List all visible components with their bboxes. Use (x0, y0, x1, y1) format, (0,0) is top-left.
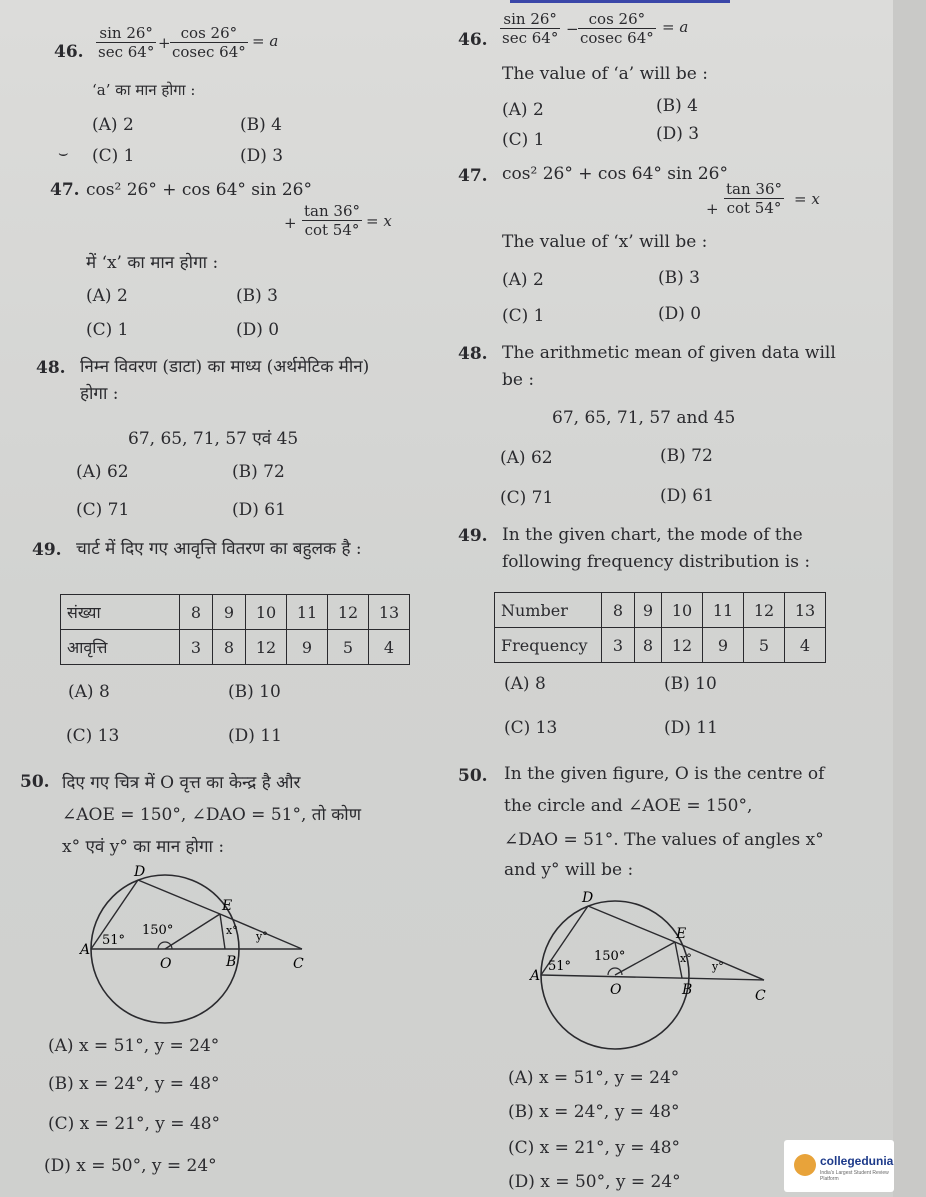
label-angle-51: 51° (548, 959, 572, 974)
label-a: A (80, 942, 91, 958)
table-cell: 12 (744, 593, 785, 628)
q47-hi-frac: $\frac{\tan 36^\circ}{\cot 54^\circ}$ (304, 202, 360, 239)
q46-hi-option-b[interactable]: (B) 4 (240, 115, 282, 135)
q47-en-option-c[interactable]: (C) 1 (502, 306, 545, 326)
q50-hi-option-c[interactable]: (C) x = 21°, y = 48° (48, 1114, 221, 1134)
q46-en-option-b[interactable]: (B) 4 (656, 96, 698, 116)
logo-name: collegedunia (820, 1154, 894, 1168)
top-edge-line (510, 0, 730, 3)
q48-en-text: The arithmetic mean of given data will be : (502, 343, 836, 391)
label-angle-150: 150° (142, 923, 174, 938)
table-cell: 11 (287, 595, 328, 630)
q48-en-option-a[interactable]: (A) 62 (500, 448, 553, 468)
q47-hi-option-d[interactable]: (D) 0 (236, 320, 280, 340)
q50-hi-line2: ∠AOE = 150°, ∠DAO = 51°, तो कोण (62, 805, 362, 825)
q48-hi-option-d[interactable]: (D) 61 (232, 500, 286, 520)
q50-en-option-a[interactable]: (A) x = 51°, y = 24° (508, 1068, 680, 1088)
q49-en-option-c[interactable]: (C) 13 (504, 718, 558, 738)
q50-hi-option-a[interactable]: (A) x = 51°, y = 24° (48, 1036, 220, 1056)
q49-en-option-d[interactable]: (D) 11 (664, 718, 718, 738)
q46-hi-frac1: sin 26° sec 64° (98, 24, 155, 61)
table-cell: 9 (213, 595, 246, 630)
line-de (138, 880, 220, 914)
table-cell: 3 (180, 630, 213, 665)
q46-hi-eq: = a (252, 32, 279, 50)
q49-en-option-b[interactable]: (B) 10 (664, 674, 717, 694)
table-cell: 12 (246, 630, 287, 665)
q50-en-line2: the circle and ∠AOE = 150°, (504, 796, 753, 816)
table-cell: 8 (602, 593, 635, 628)
label-b: B (226, 954, 237, 970)
q46-hi-plus: + (158, 34, 171, 52)
table-cell: 4 (369, 630, 410, 665)
label-e: E (676, 926, 687, 942)
q46-en-option-d[interactable]: (D) 3 (656, 124, 700, 144)
table-cell: 9 (287, 630, 328, 665)
table-cell: 8 (180, 595, 213, 630)
q47-hi-option-b[interactable]: (B) 3 (236, 286, 278, 306)
table-cell: 13 (785, 593, 826, 628)
q48-en-option-d[interactable]: (D) 61 (660, 486, 714, 506)
label-angle-51: 51° (102, 933, 126, 948)
label-y: y° (712, 960, 724, 973)
q49-en-row2-label: Frequency (495, 628, 602, 663)
q46-hi-option-d[interactable]: (D) 3 (240, 146, 284, 166)
table-cell: 13 (369, 595, 410, 630)
table-cell: 8 (635, 628, 662, 663)
q48-en-number: 48. (458, 344, 488, 364)
table-cell: 4 (785, 628, 826, 663)
q47-en-option-b[interactable]: (B) 3 (658, 268, 700, 288)
tick-mark-icon: ⌣ (58, 143, 69, 162)
label-e: E (222, 898, 233, 914)
q46-en-option-a[interactable]: (A) 2 (502, 100, 544, 120)
label-x: x° (226, 924, 238, 937)
q50-hi-line1: दिए गए चित्र में O वृत्त का केन्द्र है और (62, 773, 301, 793)
q48-en-option-c[interactable]: (C) 71 (500, 488, 554, 508)
logo-tagline: India's Largest Student Review Platform (820, 1170, 889, 1182)
q49-en-row1-label: Number (495, 593, 602, 628)
table-cell: 9 (703, 628, 744, 663)
q48-hi-option-a[interactable]: (A) 62 (76, 462, 129, 482)
line-de (588, 906, 675, 942)
q49-hi-option-b[interactable]: (B) 10 (228, 682, 281, 702)
line-eb (220, 914, 225, 949)
q50-en-number: 50. (458, 766, 488, 786)
q49-hi-option-a[interactable]: (A) 8 (68, 682, 110, 702)
table-cell: 8 (213, 630, 246, 665)
q48-hi-option-c[interactable]: (C) 71 (76, 500, 130, 520)
q50-en-line3: ∠DAO = 51°. The values of angles x° (504, 830, 824, 850)
collegedunia-logo[interactable] (784, 1140, 894, 1192)
q47-en-option-a[interactable]: (A) 2 (502, 270, 544, 290)
q49-en-number: 49. (458, 526, 488, 546)
q47-en-number: 47. (458, 166, 488, 186)
q50-en-option-c[interactable]: (C) x = 21°, y = 48° (508, 1138, 681, 1158)
q48-en-option-b[interactable]: (B) 72 (660, 446, 713, 466)
logo-icon (794, 1154, 816, 1176)
label-c: C (755, 988, 766, 1004)
q49-hi-row1-label: संख्या (61, 595, 180, 630)
label-d: D (134, 864, 146, 880)
q47-hi-number: 47. (50, 180, 80, 200)
q49-en-text: In the given chart, the mode of the following frequency distribution is : (502, 525, 811, 573)
q50-hi-option-d[interactable]: (D) x = 50°, y = 24° (44, 1156, 217, 1176)
q46-hi-option-c[interactable]: (C) 1 (92, 146, 135, 166)
q49-en-option-a[interactable]: (A) 8 (504, 674, 546, 694)
q47-en-plus: + (706, 200, 719, 218)
q46-en-frac2: $\frac{\cos 26^\circ}{cosec 64^\circ}$ (580, 10, 654, 47)
table-cell: 11 (703, 593, 744, 628)
label-angle-150: 150° (594, 949, 626, 964)
q46-hi-number: 46. (54, 42, 84, 62)
table-cell: 5 (328, 630, 369, 665)
q46-en-frac1: sin 26° sec 64° (502, 10, 559, 47)
q50-en-option-b[interactable]: (B) x = 24°, y = 48° (508, 1102, 680, 1122)
label-o: O (610, 982, 622, 998)
q46-hi-option-a[interactable]: (A) 2 (92, 115, 134, 135)
q46-en-option-c[interactable]: (C) 1 (502, 130, 545, 150)
label-b: B (682, 982, 693, 998)
q47-hi-option-c[interactable]: (C) 1 (86, 320, 129, 340)
q50-hi-line3: x° एवं y° का मान होगा : (62, 837, 225, 857)
label-y: y° (256, 930, 268, 943)
q49-hi-option-d[interactable]: (D) 11 (228, 726, 282, 746)
q47-hi-eq: = x (366, 212, 392, 230)
label-d: D (582, 890, 594, 906)
q46-hi-frac2: $\frac{\cos 26^\circ}{cosec 64^\circ}$ (172, 24, 246, 61)
q50-en-figure (530, 890, 770, 1060)
q46-en-minus: − (566, 20, 579, 38)
q50-en-line4: and y° will be : (504, 860, 634, 880)
table-row (495, 628, 826, 663)
line-ac (541, 975, 764, 980)
table-cell: 10 (246, 595, 287, 630)
table-row (495, 593, 826, 628)
q47-en-option-d[interactable]: (D) 0 (658, 304, 702, 324)
q49-hi-option-c[interactable]: (C) 13 (66, 726, 120, 746)
q48-en-data: 67, 65, 71, 57 and 45 (552, 408, 736, 428)
table-cell: 9 (635, 593, 662, 628)
label-o: O (160, 956, 172, 972)
q49-en-table (494, 592, 826, 663)
q50-hi-figure (80, 864, 320, 1034)
label-a: A (530, 968, 541, 984)
q48-hi-data: 67, 65, 71, 57 एवं 45 (128, 429, 299, 449)
label-c: C (293, 956, 304, 972)
q47-en-expr: cos² 26° + cos 64° sin 26° (502, 164, 728, 184)
q48-hi-number: 48. (36, 358, 66, 378)
q49-hi-text: चार्ट में दिए गए आवृत्ति वितरण का बहुलक है : (76, 539, 362, 559)
q47-hi-expr: cos² 26° + cos 64° sin 26° (86, 180, 312, 200)
q50-hi-number: 50. (20, 772, 50, 792)
q47-en-eq: = x (794, 190, 820, 208)
label-x: x° (680, 952, 692, 965)
q49-hi-number: 49. (32, 540, 62, 560)
q46-en-number: 46. (458, 30, 488, 50)
q47-hi-option-a[interactable]: (A) 2 (86, 286, 128, 306)
q47-en-text: The value of ‘x’ will be : (502, 232, 708, 252)
q48-hi-option-b[interactable]: (B) 72 (232, 462, 285, 482)
q47-hi-plus: + (284, 214, 297, 232)
q46-hi-text: ‘a’ का मान होगा : (92, 81, 196, 99)
q47-hi-text: में ‘x’ का मान होगा : (86, 253, 219, 273)
table-cell: 10 (662, 593, 703, 628)
table-cell: 12 (328, 595, 369, 630)
q49-hi-row2-label: आवृत्ति (61, 630, 180, 665)
q50-hi-option-b[interactable]: (B) x = 24°, y = 48° (48, 1074, 220, 1094)
table-cell: 12 (662, 628, 703, 663)
q46-en-text: The value of ‘a’ will be : (502, 64, 708, 84)
table-row (61, 595, 410, 630)
table-row (61, 630, 410, 665)
q47-en-frac: $\frac{\tan 36^\circ}{\cot 54^\circ}$ (726, 180, 782, 217)
table-cell: 3 (602, 628, 635, 663)
q49-hi-table (60, 594, 410, 665)
angle-arc (608, 968, 622, 975)
table-cell: 5 (744, 628, 785, 663)
q48-hi-text: निम्न विवरण (डाटा) का माध्य (अर्थमेटिक मीन) होगा : (80, 357, 370, 405)
q46-en-eq: = a (662, 18, 689, 36)
q50-en-option-d[interactable]: (D) x = 50°, y = 24° (508, 1172, 681, 1192)
q50-en-line1: In the given figure, O is the centre of (504, 764, 825, 784)
